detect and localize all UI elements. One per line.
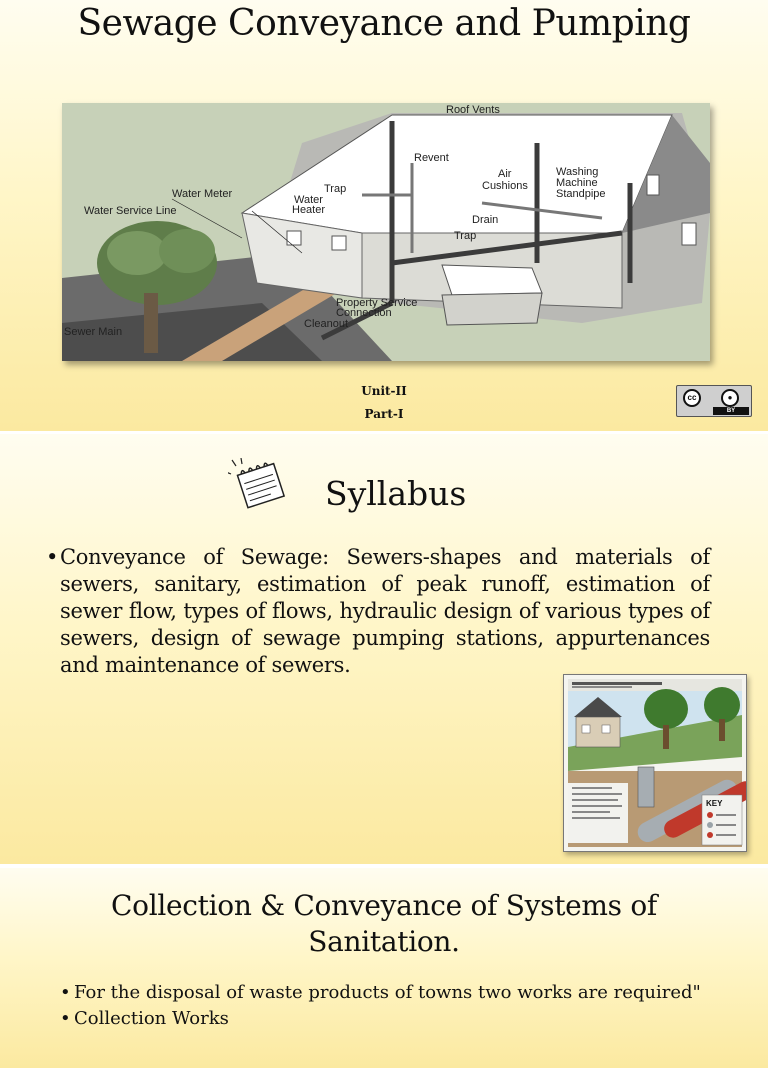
slide-2	[0, 434, 768, 864]
label-water-heater-2: Heater	[292, 204, 326, 216]
label-water-meter: Water Meter	[172, 188, 233, 200]
list-item: • Collection Works	[62, 1006, 742, 1032]
poster-key: KEY	[706, 799, 723, 808]
label-drain: Drain	[472, 214, 499, 226]
label-washing-2: Machine	[556, 177, 598, 189]
label-property-2: Connection	[336, 307, 392, 319]
cc-icon: cc	[683, 389, 701, 407]
label-washing-3: Standpipe	[556, 188, 606, 200]
label-air-2: Cushions	[482, 180, 528, 192]
slide-title: Syllabus	[325, 474, 467, 513]
label-cleanout: Cleanout	[304, 318, 349, 330]
sewer-poster-illustration	[564, 675, 746, 851]
notepad-icon	[228, 458, 298, 510]
bullet-list	[62, 980, 742, 1032]
slide-title: Sewage Conveyance and Pumping	[77, 3, 691, 44]
bullet-icon: •	[46, 545, 59, 569]
label-air-1: Air	[498, 168, 512, 180]
label-water-service-line: Water Service Line	[84, 205, 177, 217]
cc-by-label: BY	[713, 407, 749, 415]
label-trap-bottom: Trap	[454, 230, 477, 242]
label-revent: Revent	[414, 152, 449, 164]
label-sewer-main: Sewer Main	[64, 326, 123, 338]
syllabus-bullet	[46, 544, 710, 679]
label-property-1: Property Service	[336, 297, 418, 309]
label-water-heater-1: Water	[294, 194, 323, 206]
slide-title: Collection & Conveyance of Systems of Sanitation.	[111, 889, 657, 958]
unit-label: Unit-II	[361, 384, 407, 398]
label-washing-1: Washing	[556, 166, 599, 178]
creative-commons-icon[interactable]	[676, 385, 752, 417]
house-illustration	[62, 103, 710, 361]
list-item: • For the disposal of waste products of towns two works are required"	[62, 980, 742, 1006]
label-roof-vents: Roof Vents	[446, 104, 500, 116]
sewer-poster-image	[563, 674, 747, 852]
plumbing-diagram	[62, 103, 710, 361]
syllabus-text: Conveyance of Sewage: Sewers-shapes and materials of sewers, sanitary, estimation of peak runoff, estimation of sewer flow, types of flows, hydraulic design of various types of sewers, design of sewage pumping stations, appurtenances and maintenance of sewers.	[60, 545, 710, 677]
label-trap-top: Trap	[324, 183, 347, 195]
part-label: Part-I	[364, 407, 404, 421]
person-icon: ●	[721, 389, 739, 407]
slide-3	[0, 868, 768, 1068]
slide-1	[0, 0, 768, 431]
